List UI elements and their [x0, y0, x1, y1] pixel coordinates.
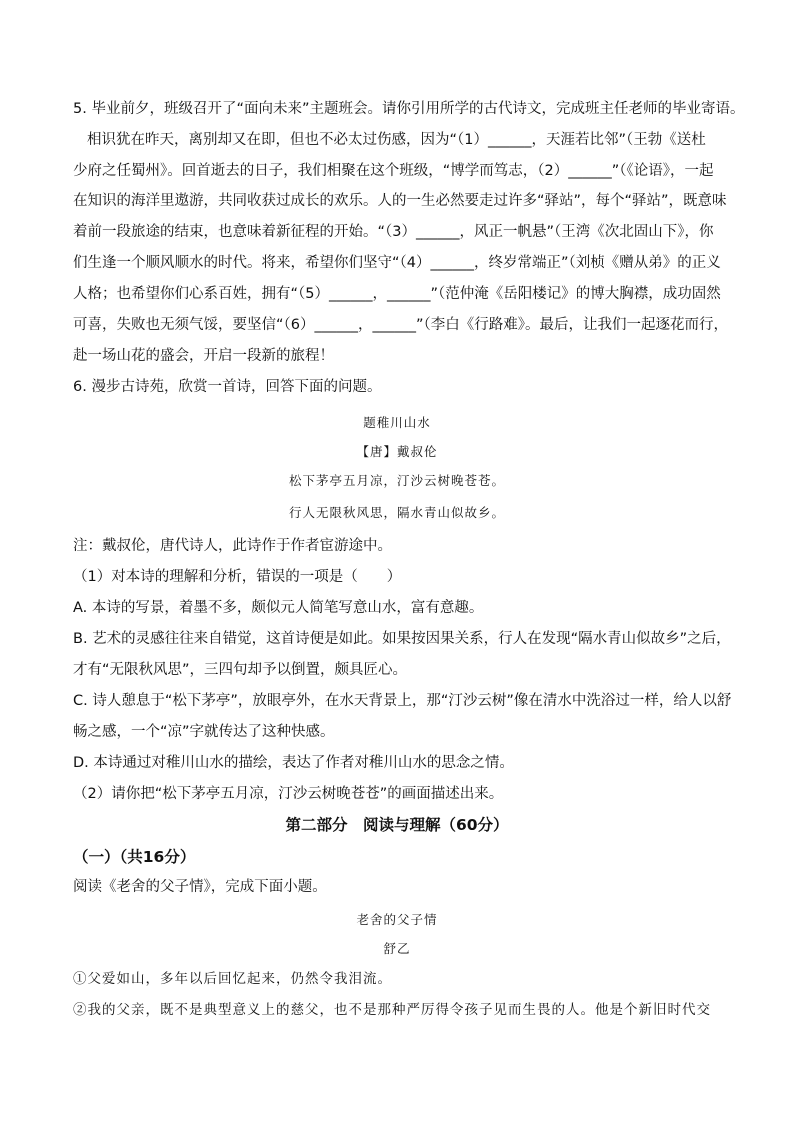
part2-title: 第二部分 阅读与理解（60分）: [285, 816, 509, 834]
poem-line-1: 松下茅亭五月凉，汀沙云树晚苍苍。: [288, 473, 505, 488]
poem-line-2: 行人无限秋风思，隔水青山似故乡。: [288, 505, 505, 520]
q5-line-6: 人格；也希望你们心系百姓，拥有“（5）______，______”（范仲淹《岳阳楼记》的博大胸襟，成功固然: [73, 286, 721, 302]
q5-line-7: 可喜，失败也无须气馁，要坚信“（6）______，______”（李白《行路难》。最后，让我们一起逐花而行，: [73, 317, 728, 333]
option-d: D. 本诗通过对稚川山水的描绘，表达了作者对稚川山水的思念之情。: [73, 755, 514, 771]
q5-line-3: 在知识的海洋里遨游，共同收获过成长的欢乐。人的一生必然要走过许多“驿站”，每个“驿站”，既意味: [73, 193, 727, 209]
q5-line-8: 赴一场山花的盛会，开启一段新的旅程！: [73, 348, 334, 364]
poem-title: 题稚川山水: [363, 415, 431, 430]
option-b-line-1: B. 艺术的灵感往往来自错觉，这首诗便是如此。如果按因果关系，行人在发现“隔水青山似故乡”之后，: [73, 631, 731, 647]
article-title: 老舍的父子情: [356, 912, 438, 927]
q5-line-5: 们生逢一个顺风顺水的时代。将来，希望你们坚守“（4）______，终岁常端正”（刘桢《赠从弟》的正义: [73, 255, 721, 271]
q5-line-4: 着前一段旅途的结束，也意味着新征程的开始。“（3）______，风正一帆悬”（王湾《次北固山下》，你: [73, 224, 714, 240]
q5-stem: 5. 毕业前夕，班级召开了“面向未来”主题班会。请你引用所学的古代诗文，完成班主任老师的毕业寄语。: [73, 101, 745, 117]
option-a: A. 本诗的写景，着墨不多，颇似元人简笔写意山水，富有意趣。: [73, 600, 484, 616]
q6-sub1: （1）对本诗的理解和分析，错误的一项是（ ）: [73, 569, 402, 585]
poem-note: 注：戴叔伦，唐代诗人，此诗作于作者宦游途中。: [73, 538, 392, 554]
q6-stem: 6. 漫步古诗苑，欣赏一首诗，回答下面的问题。: [73, 379, 382, 395]
q6-sub2: （2）请你把“松下茅亭五月凉，汀沙云树晚苍苍”的画面描述出来。: [73, 786, 504, 802]
option-b-line-2: 才有“无限秋风思”，三四句却予以倒置，颇具匠心。: [73, 662, 408, 678]
article-para-2: ②我的父亲，既不是典型意义上的慈父，也不是那种严厉得令孩子见而生畏的人。他是个新旧时代交: [73, 1002, 711, 1018]
article-para-1: ①父爱如山，多年以后回忆起来，仍然令我泪流。: [73, 971, 392, 987]
option-c-line-1: C. 诗人憩息于“松下茅亭”，放眼亭外，在水天背景上，那“汀沙云树”像在清水中洗浴过一样，给人以舒: [73, 693, 732, 709]
poem-author: 【唐】戴叔伦: [356, 444, 438, 459]
option-c-line-2: 畅之感，一个“凉”字就传达了这种快感。: [73, 724, 335, 740]
reading-instruction: 阅读《老舍的父子情》，完成下面小题。: [73, 879, 327, 895]
section-heading: （一）（共16分）: [73, 848, 196, 866]
article-author: 舒乙: [383, 941, 411, 956]
q5-line-1: 相识犹在昨天，离别却又在即，但也不必太过伤感，因为“（1）______，天涯若比邻”（王勃《送杜: [87, 132, 706, 148]
q5-line-2: 少府之任蜀州》。回首逝去的日子，我们相聚在这个班级，“博学而笃志，（2）______”（《论语》，一起: [73, 163, 714, 179]
